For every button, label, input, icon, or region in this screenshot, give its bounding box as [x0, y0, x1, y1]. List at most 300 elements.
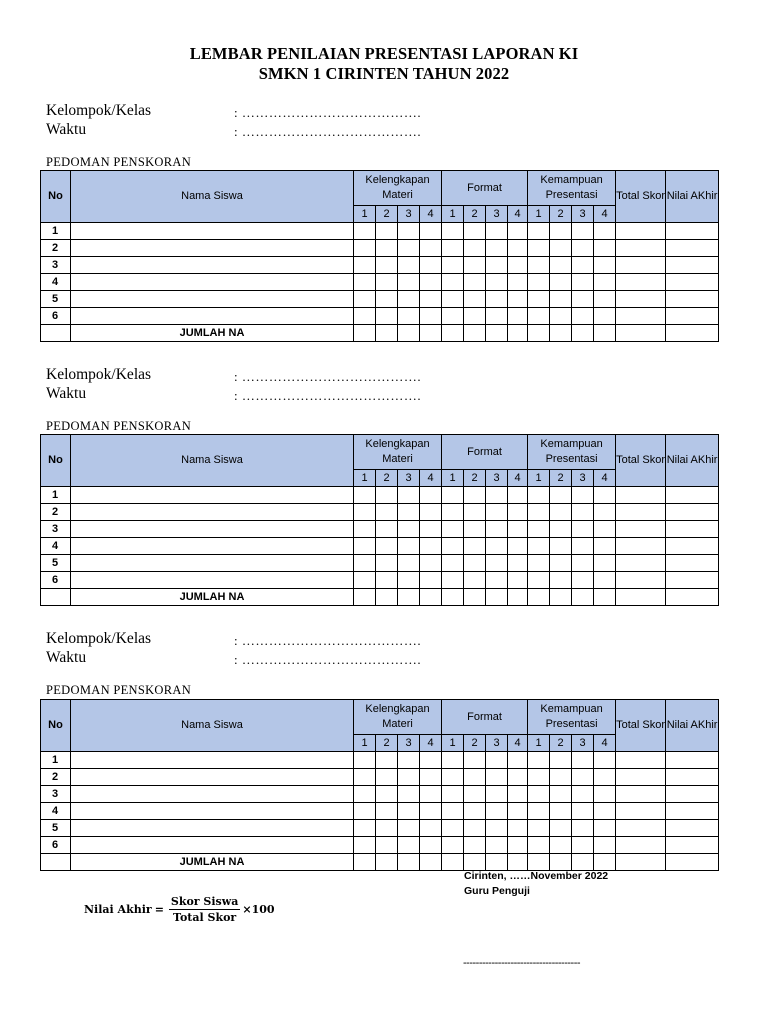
score-cell[interactable]: [398, 803, 420, 820]
nama-siswa-cell[interactable]: [71, 223, 354, 240]
score-cell[interactable]: [354, 555, 376, 572]
total-skor-cell[interactable]: [616, 837, 666, 854]
score-cell[interactable]: [572, 274, 594, 291]
nilai-akhir-cell[interactable]: [666, 308, 719, 325]
score-cell[interactable]: [508, 769, 528, 786]
score-cell[interactable]: [442, 752, 464, 769]
score-cell[interactable]: [528, 274, 550, 291]
nilai-akhir-cell[interactable]: [666, 257, 719, 274]
score-cell[interactable]: [508, 752, 528, 769]
score-cell[interactable]: [594, 572, 616, 589]
score-cell[interactable]: [464, 752, 486, 769]
jumlah-score-cell[interactable]: [398, 589, 420, 606]
score-cell[interactable]: [508, 504, 528, 521]
score-cell[interactable]: [398, 274, 420, 291]
score-cell[interactable]: [486, 240, 508, 257]
jumlah-total-cell[interactable]: [616, 589, 666, 606]
score-cell[interactable]: [594, 521, 616, 538]
score-cell[interactable]: [508, 487, 528, 504]
jumlah-score-cell[interactable]: [594, 325, 616, 342]
score-cell[interactable]: [464, 223, 486, 240]
score-cell[interactable]: [464, 240, 486, 257]
nama-siswa-cell[interactable]: [71, 308, 354, 325]
nilai-akhir-cell[interactable]: [666, 487, 719, 504]
score-cell[interactable]: [486, 308, 508, 325]
score-cell[interactable]: [420, 487, 442, 504]
nama-siswa-cell[interactable]: [71, 291, 354, 308]
score-cell[interactable]: [508, 786, 528, 803]
score-cell[interactable]: [464, 291, 486, 308]
score-cell[interactable]: [398, 521, 420, 538]
score-cell[interactable]: [442, 786, 464, 803]
score-cell[interactable]: [528, 521, 550, 538]
score-cell[interactable]: [528, 572, 550, 589]
score-cell[interactable]: [594, 240, 616, 257]
score-cell[interactable]: [398, 769, 420, 786]
score-cell[interactable]: [376, 786, 398, 803]
jumlah-score-cell[interactable]: [464, 854, 486, 871]
score-cell[interactable]: [572, 820, 594, 837]
score-cell[interactable]: [354, 223, 376, 240]
score-cell[interactable]: [464, 769, 486, 786]
score-cell[interactable]: [528, 786, 550, 803]
score-cell[interactable]: [398, 223, 420, 240]
score-cell[interactable]: [572, 504, 594, 521]
score-cell[interactable]: [354, 769, 376, 786]
jumlah-score-cell[interactable]: [442, 325, 464, 342]
score-cell[interactable]: [550, 769, 572, 786]
score-cell[interactable]: [354, 820, 376, 837]
jumlah-score-cell[interactable]: [550, 854, 572, 871]
score-cell[interactable]: [572, 803, 594, 820]
score-cell[interactable]: [354, 572, 376, 589]
score-cell[interactable]: [486, 752, 508, 769]
score-cell[interactable]: [398, 820, 420, 837]
score-cell[interactable]: [486, 572, 508, 589]
jumlah-score-cell[interactable]: [508, 589, 528, 606]
jumlah-score-cell[interactable]: [572, 589, 594, 606]
score-cell[interactable]: [486, 274, 508, 291]
score-cell[interactable]: [420, 803, 442, 820]
score-cell[interactable]: [420, 521, 442, 538]
score-cell[interactable]: [486, 837, 508, 854]
score-cell[interactable]: [550, 837, 572, 854]
score-cell[interactable]: [354, 240, 376, 257]
score-cell[interactable]: [550, 538, 572, 555]
score-cell[interactable]: [508, 820, 528, 837]
score-cell[interactable]: [398, 538, 420, 555]
score-cell[interactable]: [594, 820, 616, 837]
score-cell[interactable]: [376, 538, 398, 555]
score-cell[interactable]: [442, 555, 464, 572]
nama-siswa-cell[interactable]: [71, 240, 354, 257]
score-cell[interactable]: [508, 837, 528, 854]
nama-siswa-cell[interactable]: [71, 786, 354, 803]
score-cell[interactable]: [508, 274, 528, 291]
jumlah-total-cell[interactable]: [616, 854, 666, 871]
score-cell[interactable]: [528, 538, 550, 555]
score-cell[interactable]: [508, 803, 528, 820]
score-cell[interactable]: [550, 521, 572, 538]
score-cell[interactable]: [464, 504, 486, 521]
score-cell[interactable]: [442, 521, 464, 538]
jumlah-score-cell[interactable]: [420, 854, 442, 871]
score-cell[interactable]: [464, 820, 486, 837]
score-cell[interactable]: [376, 291, 398, 308]
jumlah-score-cell[interactable]: [508, 854, 528, 871]
total-skor-cell[interactable]: [616, 487, 666, 504]
score-cell[interactable]: [486, 487, 508, 504]
score-cell[interactable]: [420, 223, 442, 240]
score-cell[interactable]: [420, 308, 442, 325]
score-cell[interactable]: [354, 786, 376, 803]
nama-siswa-cell[interactable]: [71, 572, 354, 589]
score-cell[interactable]: [398, 487, 420, 504]
score-cell[interactable]: [528, 257, 550, 274]
score-cell[interactable]: [354, 538, 376, 555]
nama-siswa-cell[interactable]: [71, 769, 354, 786]
jumlah-score-cell[interactable]: [594, 589, 616, 606]
score-cell[interactable]: [528, 240, 550, 257]
score-cell[interactable]: [508, 291, 528, 308]
score-cell[interactable]: [508, 555, 528, 572]
jumlah-total-cell[interactable]: [616, 325, 666, 342]
nilai-akhir-cell[interactable]: [666, 223, 719, 240]
nama-siswa-cell[interactable]: [71, 820, 354, 837]
score-cell[interactable]: [420, 837, 442, 854]
score-cell[interactable]: [508, 223, 528, 240]
score-cell[interactable]: [550, 223, 572, 240]
total-skor-cell[interactable]: [616, 291, 666, 308]
score-cell[interactable]: [376, 223, 398, 240]
score-cell[interactable]: [528, 504, 550, 521]
nilai-akhir-cell[interactable]: [666, 504, 719, 521]
score-cell[interactable]: [354, 487, 376, 504]
score-cell[interactable]: [594, 803, 616, 820]
jumlah-score-cell[interactable]: [376, 325, 398, 342]
score-cell[interactable]: [550, 504, 572, 521]
score-cell[interactable]: [354, 752, 376, 769]
score-cell[interactable]: [594, 274, 616, 291]
score-cell[interactable]: [572, 752, 594, 769]
score-cell[interactable]: [486, 769, 508, 786]
score-cell[interactable]: [508, 572, 528, 589]
score-cell[interactable]: [354, 504, 376, 521]
jumlah-score-cell[interactable]: [464, 325, 486, 342]
score-cell[interactable]: [376, 820, 398, 837]
score-cell[interactable]: [594, 555, 616, 572]
score-cell[interactable]: [508, 538, 528, 555]
score-cell[interactable]: [528, 555, 550, 572]
score-cell[interactable]: [398, 752, 420, 769]
score-cell[interactable]: [572, 572, 594, 589]
score-cell[interactable]: [550, 487, 572, 504]
total-skor-cell[interactable]: [616, 538, 666, 555]
jumlah-score-cell[interactable]: [398, 854, 420, 871]
score-cell[interactable]: [442, 769, 464, 786]
score-cell[interactable]: [486, 538, 508, 555]
nama-siswa-cell[interactable]: [71, 274, 354, 291]
jumlah-score-cell[interactable]: [420, 325, 442, 342]
score-cell[interactable]: [572, 240, 594, 257]
score-cell[interactable]: [508, 308, 528, 325]
score-cell[interactable]: [442, 820, 464, 837]
score-cell[interactable]: [464, 803, 486, 820]
jumlah-score-cell[interactable]: [486, 854, 508, 871]
score-cell[interactable]: [464, 257, 486, 274]
score-cell[interactable]: [594, 487, 616, 504]
score-cell[interactable]: [442, 240, 464, 257]
score-cell[interactable]: [508, 240, 528, 257]
score-cell[interactable]: [464, 308, 486, 325]
jumlah-score-cell[interactable]: [442, 854, 464, 871]
score-cell[interactable]: [420, 538, 442, 555]
score-cell[interactable]: [398, 291, 420, 308]
score-cell[interactable]: [420, 240, 442, 257]
nilai-akhir-cell[interactable]: [666, 521, 719, 538]
score-cell[interactable]: [572, 223, 594, 240]
total-skor-cell[interactable]: [616, 803, 666, 820]
score-cell[interactable]: [420, 257, 442, 274]
score-cell[interactable]: [464, 538, 486, 555]
score-cell[interactable]: [376, 803, 398, 820]
score-cell[interactable]: [528, 223, 550, 240]
jumlah-score-cell[interactable]: [354, 589, 376, 606]
score-cell[interactable]: [594, 223, 616, 240]
score-cell[interactable]: [464, 274, 486, 291]
score-cell[interactable]: [420, 274, 442, 291]
score-cell[interactable]: [376, 308, 398, 325]
jumlah-score-cell[interactable]: [486, 589, 508, 606]
jumlah-score-cell[interactable]: [376, 589, 398, 606]
jumlah-score-cell[interactable]: [528, 854, 550, 871]
score-cell[interactable]: [376, 274, 398, 291]
score-cell[interactable]: [464, 521, 486, 538]
nilai-akhir-cell[interactable]: [666, 555, 719, 572]
score-cell[interactable]: [486, 555, 508, 572]
nilai-akhir-cell[interactable]: [666, 752, 719, 769]
jumlah-score-cell[interactable]: [420, 589, 442, 606]
jumlah-score-cell[interactable]: [464, 589, 486, 606]
score-cell[interactable]: [486, 786, 508, 803]
nilai-akhir-cell[interactable]: [666, 803, 719, 820]
score-cell[interactable]: [594, 837, 616, 854]
score-cell[interactable]: [528, 752, 550, 769]
score-cell[interactable]: [420, 291, 442, 308]
score-cell[interactable]: [420, 786, 442, 803]
total-skor-cell[interactable]: [616, 308, 666, 325]
score-cell[interactable]: [486, 521, 508, 538]
score-cell[interactable]: [572, 308, 594, 325]
score-cell[interactable]: [420, 555, 442, 572]
jumlah-score-cell[interactable]: [486, 325, 508, 342]
score-cell[interactable]: [442, 487, 464, 504]
score-cell[interactable]: [398, 555, 420, 572]
jumlah-score-cell[interactable]: [354, 854, 376, 871]
score-cell[interactable]: [572, 837, 594, 854]
score-cell[interactable]: [442, 803, 464, 820]
score-cell[interactable]: [420, 769, 442, 786]
score-cell[interactable]: [486, 257, 508, 274]
score-cell[interactable]: [486, 291, 508, 308]
score-cell[interactable]: [464, 837, 486, 854]
jumlah-score-cell[interactable]: [550, 325, 572, 342]
score-cell[interactable]: [486, 803, 508, 820]
score-cell[interactable]: [572, 769, 594, 786]
score-cell[interactable]: [594, 291, 616, 308]
score-cell[interactable]: [420, 752, 442, 769]
nama-siswa-cell[interactable]: [71, 504, 354, 521]
score-cell[interactable]: [442, 223, 464, 240]
nama-siswa-cell[interactable]: [71, 803, 354, 820]
jumlah-score-cell[interactable]: [528, 589, 550, 606]
score-cell[interactable]: [594, 257, 616, 274]
score-cell[interactable]: [508, 257, 528, 274]
score-cell[interactable]: [550, 820, 572, 837]
score-cell[interactable]: [572, 538, 594, 555]
score-cell[interactable]: [572, 487, 594, 504]
score-cell[interactable]: [486, 504, 508, 521]
score-cell[interactable]: [528, 769, 550, 786]
score-cell[interactable]: [442, 308, 464, 325]
nama-siswa-cell[interactable]: [71, 257, 354, 274]
score-cell[interactable]: [528, 837, 550, 854]
score-cell[interactable]: [550, 803, 572, 820]
score-cell[interactable]: [442, 274, 464, 291]
score-cell[interactable]: [398, 572, 420, 589]
score-cell[interactable]: [420, 820, 442, 837]
score-cell[interactable]: [398, 308, 420, 325]
score-cell[interactable]: [376, 240, 398, 257]
total-skor-cell[interactable]: [616, 223, 666, 240]
jumlah-score-cell[interactable]: [354, 325, 376, 342]
score-cell[interactable]: [550, 240, 572, 257]
jumlah-nilai-cell[interactable]: [666, 325, 719, 342]
nama-siswa-cell[interactable]: [71, 521, 354, 538]
jumlah-score-cell[interactable]: [572, 325, 594, 342]
score-cell[interactable]: [550, 786, 572, 803]
score-cell[interactable]: [398, 837, 420, 854]
nilai-akhir-cell[interactable]: [666, 786, 719, 803]
score-cell[interactable]: [376, 572, 398, 589]
score-cell[interactable]: [550, 308, 572, 325]
score-cell[interactable]: [572, 257, 594, 274]
score-cell[interactable]: [486, 820, 508, 837]
score-cell[interactable]: [594, 786, 616, 803]
score-cell[interactable]: [376, 257, 398, 274]
score-cell[interactable]: [442, 837, 464, 854]
score-cell[interactable]: [572, 786, 594, 803]
score-cell[interactable]: [442, 538, 464, 555]
jumlah-score-cell[interactable]: [376, 854, 398, 871]
score-cell[interactable]: [528, 291, 550, 308]
score-cell[interactable]: [376, 504, 398, 521]
score-cell[interactable]: [464, 487, 486, 504]
jumlah-nilai-cell[interactable]: [666, 854, 719, 871]
score-cell[interactable]: [550, 291, 572, 308]
score-cell[interactable]: [572, 521, 594, 538]
score-cell[interactable]: [398, 240, 420, 257]
score-cell[interactable]: [594, 308, 616, 325]
score-cell[interactable]: [354, 803, 376, 820]
nilai-akhir-cell[interactable]: [666, 820, 719, 837]
jumlah-score-cell[interactable]: [508, 325, 528, 342]
nilai-akhir-cell[interactable]: [666, 538, 719, 555]
jumlah-nilai-cell[interactable]: [666, 589, 719, 606]
score-cell[interactable]: [550, 257, 572, 274]
score-cell[interactable]: [398, 257, 420, 274]
nama-siswa-cell[interactable]: [71, 555, 354, 572]
score-cell[interactable]: [550, 274, 572, 291]
score-cell[interactable]: [442, 572, 464, 589]
score-cell[interactable]: [420, 504, 442, 521]
jumlah-score-cell[interactable]: [594, 854, 616, 871]
score-cell[interactable]: [354, 837, 376, 854]
jumlah-score-cell[interactable]: [572, 854, 594, 871]
score-cell[interactable]: [550, 555, 572, 572]
score-cell[interactable]: [442, 257, 464, 274]
jumlah-score-cell[interactable]: [550, 589, 572, 606]
nilai-akhir-cell[interactable]: [666, 837, 719, 854]
nilai-akhir-cell[interactable]: [666, 240, 719, 257]
total-skor-cell[interactable]: [616, 274, 666, 291]
jumlah-score-cell[interactable]: [398, 325, 420, 342]
score-cell[interactable]: [550, 572, 572, 589]
total-skor-cell[interactable]: [616, 769, 666, 786]
score-cell[interactable]: [376, 752, 398, 769]
score-cell[interactable]: [376, 769, 398, 786]
total-skor-cell[interactable]: [616, 257, 666, 274]
total-skor-cell[interactable]: [616, 786, 666, 803]
jumlah-score-cell[interactable]: [528, 325, 550, 342]
nilai-akhir-cell[interactable]: [666, 572, 719, 589]
total-skor-cell[interactable]: [616, 240, 666, 257]
score-cell[interactable]: [572, 291, 594, 308]
score-cell[interactable]: [464, 555, 486, 572]
score-cell[interactable]: [442, 504, 464, 521]
score-cell[interactable]: [354, 291, 376, 308]
score-cell[interactable]: [420, 572, 442, 589]
score-cell[interactable]: [528, 803, 550, 820]
score-cell[interactable]: [376, 837, 398, 854]
nama-siswa-cell[interactable]: [71, 487, 354, 504]
score-cell[interactable]: [572, 555, 594, 572]
score-cell[interactable]: [550, 752, 572, 769]
score-cell[interactable]: [398, 786, 420, 803]
score-cell[interactable]: [354, 521, 376, 538]
nama-siswa-cell[interactable]: [71, 538, 354, 555]
nilai-akhir-cell[interactable]: [666, 769, 719, 786]
score-cell[interactable]: [528, 487, 550, 504]
score-cell[interactable]: [528, 820, 550, 837]
score-cell[interactable]: [398, 504, 420, 521]
score-cell[interactable]: [594, 538, 616, 555]
score-cell[interactable]: [464, 786, 486, 803]
score-cell[interactable]: [376, 521, 398, 538]
score-cell[interactable]: [442, 291, 464, 308]
total-skor-cell[interactable]: [616, 521, 666, 538]
score-cell[interactable]: [594, 769, 616, 786]
score-cell[interactable]: [594, 752, 616, 769]
score-cell[interactable]: [354, 274, 376, 291]
total-skor-cell[interactable]: [616, 555, 666, 572]
nilai-akhir-cell[interactable]: [666, 274, 719, 291]
total-skor-cell[interactable]: [616, 752, 666, 769]
score-cell[interactable]: [376, 555, 398, 572]
total-skor-cell[interactable]: [616, 504, 666, 521]
score-cell[interactable]: [354, 257, 376, 274]
total-skor-cell[interactable]: [616, 820, 666, 837]
